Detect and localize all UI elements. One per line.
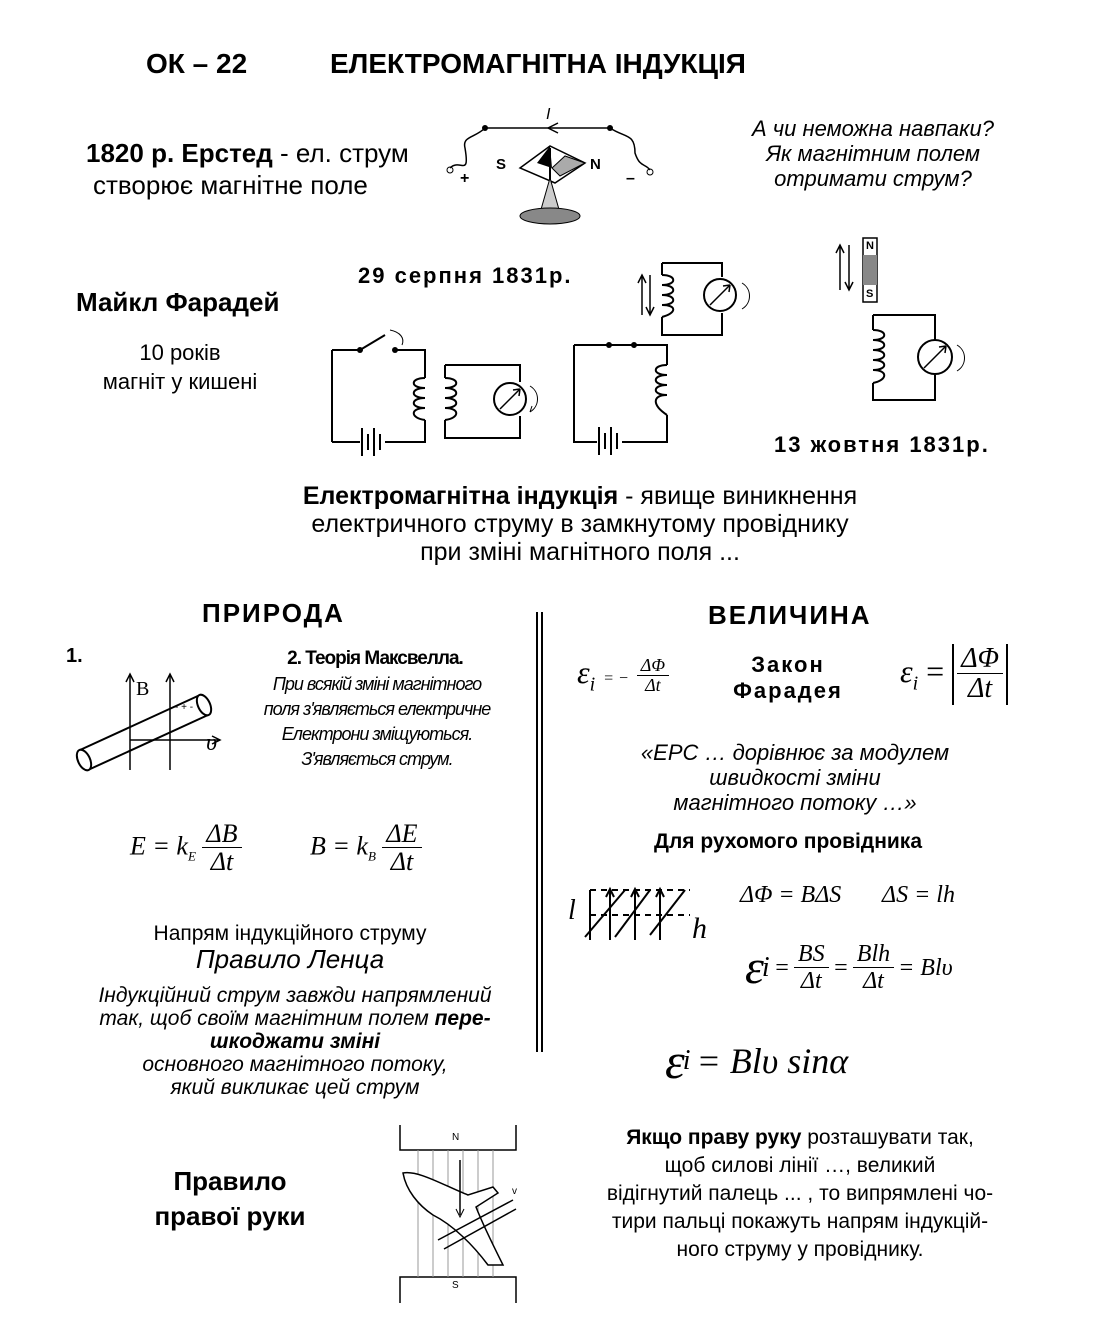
oersted-year: 1820 р. Ерстед [86,138,273,168]
faraday-notes [60,338,300,396]
definition-term: Електромагнітна індукція [302,482,619,510]
den-a: Δt [800,968,822,995]
definition-line3: при зміні магнітного поля ... [420,538,740,566]
eq-b: = [832,954,849,981]
hand-s-label: S [452,1280,459,1291]
right-hand-figure [398,1125,518,1303]
oersted-line1 [86,138,409,169]
oersted-fig-current: I [546,106,551,123]
maxwell-title: 2. Теорія Максвелла. [287,648,463,669]
faraday-line2: магніт у кишені [102,369,258,394]
maxwell-text [236,672,518,772]
rule-bold: Якщо праву руку [626,1126,802,1149]
formula-den: Δt [645,674,661,695]
maxwell-line: Електрони зміщуються. [281,724,473,744]
eq-a: = [773,954,790,981]
faraday-circuit-3 [835,235,975,405]
magnet-s: S [866,288,874,300]
column-divider-2 [541,612,543,1052]
right-hand-title [120,1164,340,1234]
rule-line1: розташувати так, [801,1126,974,1149]
maxwell-line: З'являється струм. [301,749,453,769]
faraday-formula-signed [577,654,669,696]
lenz-line2a: так, щоб своїм магнітним полем [99,1007,435,1030]
conductor-figure [70,670,240,780]
definition-block [200,482,960,566]
law-line2: Фарадея [733,678,843,703]
num-b: Blh [853,942,894,968]
lenz-line5: який викликає цей струм [170,1076,420,1099]
abs-equals: = [926,652,945,689]
rule-line4: тири пальці покажуть напрям індукцій- [611,1210,989,1233]
area-formula: ΔS = lh [882,882,955,908]
formula-b-den: Δt [390,847,414,877]
emf-symbol: ε [900,652,913,689]
formula-b-num: ΔE [382,820,421,848]
flux-formula: ΔΦ = BΔS [740,882,842,908]
den-b: Δt [863,968,884,995]
formula-e-num: ΔB [202,820,241,848]
oersted-fig-plus: + [460,170,470,187]
lenz-line1: Індукційний струм завжди напрямлений [98,984,492,1007]
faraday-formula-abs [900,644,1008,705]
right-hand-line2: правої руки [154,1201,306,1231]
faraday-date2: 13 жовтня 1831р. [774,432,990,457]
hand-n-label: N [452,1132,460,1143]
emf-symbol: ε [665,1033,685,1089]
lenz-line2 [50,1007,540,1030]
moving-conductor-figure [580,885,700,945]
oersted-line2: створює магнітне поле [93,170,368,200]
fig-b-label: B [136,678,150,700]
maxwell-line: поля з'являється електричне [263,699,491,719]
definition-line2: електричного струму в замкнутому провіднику [311,510,849,538]
eq-c: = Blυ [898,954,953,981]
fig-v-label: υ [206,730,218,756]
nature-heading: ПРИРОДА [202,598,345,628]
quote-line1: «ЕРС … дорівнює за модулем [640,740,950,765]
emf-sub: i [589,673,596,696]
maxwell-formula-b [310,820,422,877]
quantity-heading: ВЕЛИЧИНА [708,600,872,630]
lenz-line2b: пере- [434,1007,491,1030]
question-line3: отримати струм? [774,166,972,191]
faraday-law-label [718,652,858,704]
right-hand-rule-text [560,1124,1040,1264]
definition-line1: - явище виникнення [618,482,858,510]
question-line2: Як магнітним полем [766,141,980,166]
faraday-circuit-2 [572,255,772,450]
formula-minus: = − [603,670,629,687]
law-line1: Закон [751,652,825,677]
faraday-name: Майкл Фарадей [76,287,280,317]
rule-line3: відігнутий палець ... , то випрямлені чо- [606,1182,994,1205]
moving-conductor-title: Для рухомого провідника [654,830,922,853]
emf-derivation [745,942,953,995]
magnet-n: N [866,240,874,252]
quote-line3: магнітного потоку …» [673,790,917,815]
page-title: ЕЛЕКТРОМАГНІТНА ІНДУКЦІЯ [330,48,746,79]
emf-sub: i [761,952,770,984]
rule-line5: ного струму у провіднику. [676,1238,924,1261]
emf-sub: i [682,1045,691,1076]
fig-h-label: h [692,912,707,945]
abs-den: Δt [967,673,993,705]
lenz-rule [50,984,540,1099]
oersted-text1: - ел. струм [272,138,409,168]
formula-num: ΔΦ [637,656,669,676]
faraday-quote [600,740,990,815]
formula-e-sub: E [187,848,196,864]
definition-line0 [200,482,960,510]
maxwell-formula-e [130,820,242,877]
maxwell-line: При всякій зміні магнітного [272,674,482,694]
lenz-line4: основного магнітного потоку, [142,1053,448,1076]
rule-line0 [560,1124,1040,1152]
svg-text:- + -: - + - [175,702,194,713]
oersted-fig-s: S [496,156,507,173]
oersted-fig-n: N [590,156,601,173]
lenz-line3: шкоджати зміні [209,1030,381,1053]
lenz-title: Правило Ленца [195,944,385,974]
faraday-date1: 29 серпня 1831р. [358,263,573,288]
question-line1: А чи неможна навпаки? [751,116,995,141]
emf-final-formula [665,1033,849,1089]
formula-b-lhs: B = k [310,831,368,861]
oersted-figure [440,108,670,228]
lenz-caption: Напрям індукційного струму [153,922,427,945]
doc-code: ОК – 22 [146,48,248,79]
emf-sub: i [912,672,919,695]
formula-b-sub: B [367,848,376,864]
formula-e-lhs: E = k [130,831,188,861]
abs-num: ΔΦ [957,644,1003,674]
faraday-circuit-1 [330,320,560,450]
hand-v-label: v [512,1186,517,1197]
nature-item1: 1. [66,645,83,667]
emf-symbol: ε [745,941,764,995]
quote-line2: швидкості зміни [709,765,881,790]
oersted-fig-minus: – [626,170,635,187]
num-a: BS [794,942,829,968]
right-hand-line1: Правило [173,1166,287,1196]
final-rhs: = Blυ sinα [696,1041,849,1081]
formula-e-den: Δt [210,847,234,877]
fig-l-label: l [568,895,576,926]
question-block [700,116,1046,191]
emf-symbol: ε [577,654,590,690]
rule-line2: щоб силові лінії …, великий [664,1154,936,1177]
faraday-line1: 10 років [139,340,221,365]
